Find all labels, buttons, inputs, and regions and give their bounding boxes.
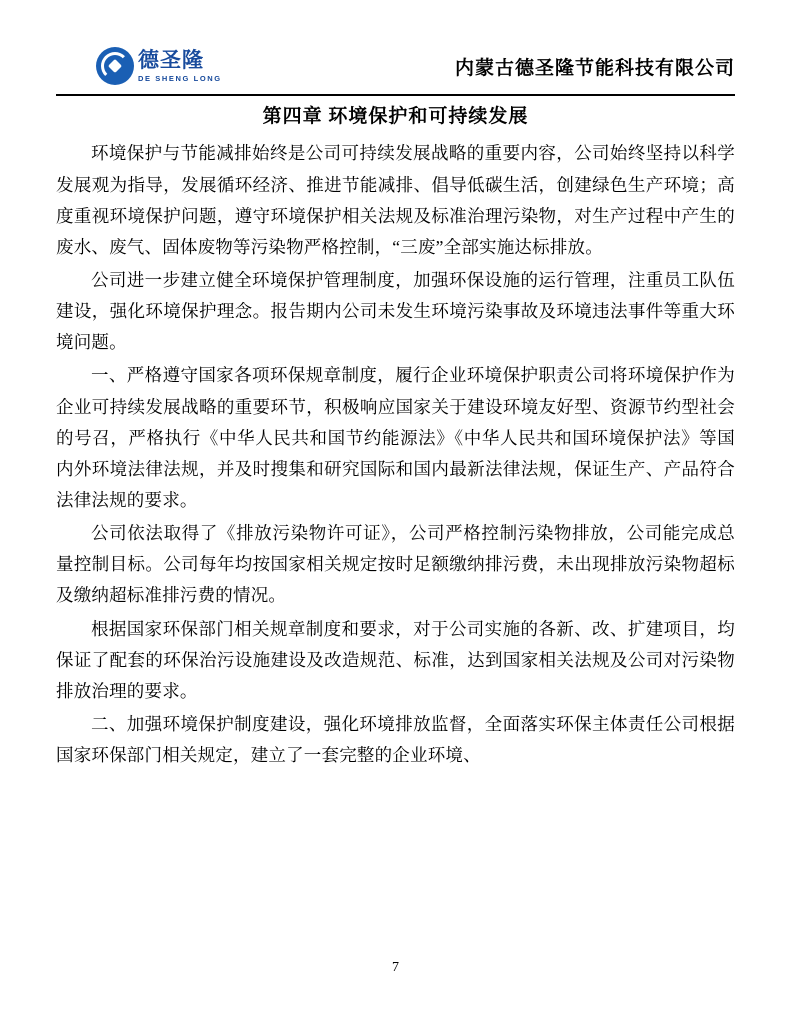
logo-english-name: DE SHENG LONG [138, 73, 222, 83]
header-divider [56, 94, 735, 96]
paragraph: 二、加强环境保护制度建设，强化环境排放监督，全面落实环保主体责任公司根据国家环保部门相关规定，建立了一套完整的企业环境、 [56, 713, 735, 766]
chapter-title: 第四章 环境保护和可持续发展 [262, 106, 529, 127]
company-name: 内蒙古德圣隆节能科技有限公司 [454, 57, 735, 79]
page-number: 7 [392, 960, 399, 975]
paragraph: 根据国家环保部门相关规章制度和要求，对于公司实施的各新、改、扩建项目，均保证了配套的环保治污设施建设及改造规范、标准，达到国家相关法规及公司对污染物排放治理的要求。 [56, 618, 735, 701]
logo-text [138, 47, 222, 83]
paragraph: 一、严格遵守国家各项环保规章制度，履行企业环境保护职责公司将环境保护作为企业可持续发展战略的重要环节，积极响应国家关于建设环境友好型、资源节约型社会的号召，严格执行《中华人民共和国节约能源法》《中华人民共和国环境保护法》等国内外环境法律法规，并及时搜集和研究国际和国内最新法律法规，保证生产、产品符合法律法规的要求。 [56, 365, 735, 510]
paragraph: 公司进一步建立健全环境保护管理制度，加强环保设施的运行管理，注重员工队伍建设，强化环境保护理念。报告期内公司未发生环境污染事故及环境违法事件等重大环境问题。 [56, 269, 735, 353]
document-content [56, 102, 735, 773]
page-header [0, 38, 791, 94]
paragraph: 公司依法取得了《排放污染物许可证》，公司严格控制污染物排放，公司能完成总量控制目标。公司每年均按国家相关规定按时足额缴纳排污费，未出现排放污染物超标及缴纳超标准排污费的情况。 [56, 523, 735, 606]
company-logo [96, 47, 222, 85]
company-logo-icon [96, 47, 134, 85]
logo-chinese-name: 德圣隆 [138, 47, 204, 72]
paragraph: 环境保护与节能减排始终是公司可持续发展战略的重要内容，公司始终坚持以科学发展观为指导，发展循环经济、推进节能减排、倡导低碳生活，创建绿色生产环境；高度重视环境保护问题，遵守环境保护相关法规及标准治理污染物，对生产过程中产生的废水、废气、固体废物等污染物严格控制，“三废”全部实施达标排放。 [56, 143, 735, 257]
